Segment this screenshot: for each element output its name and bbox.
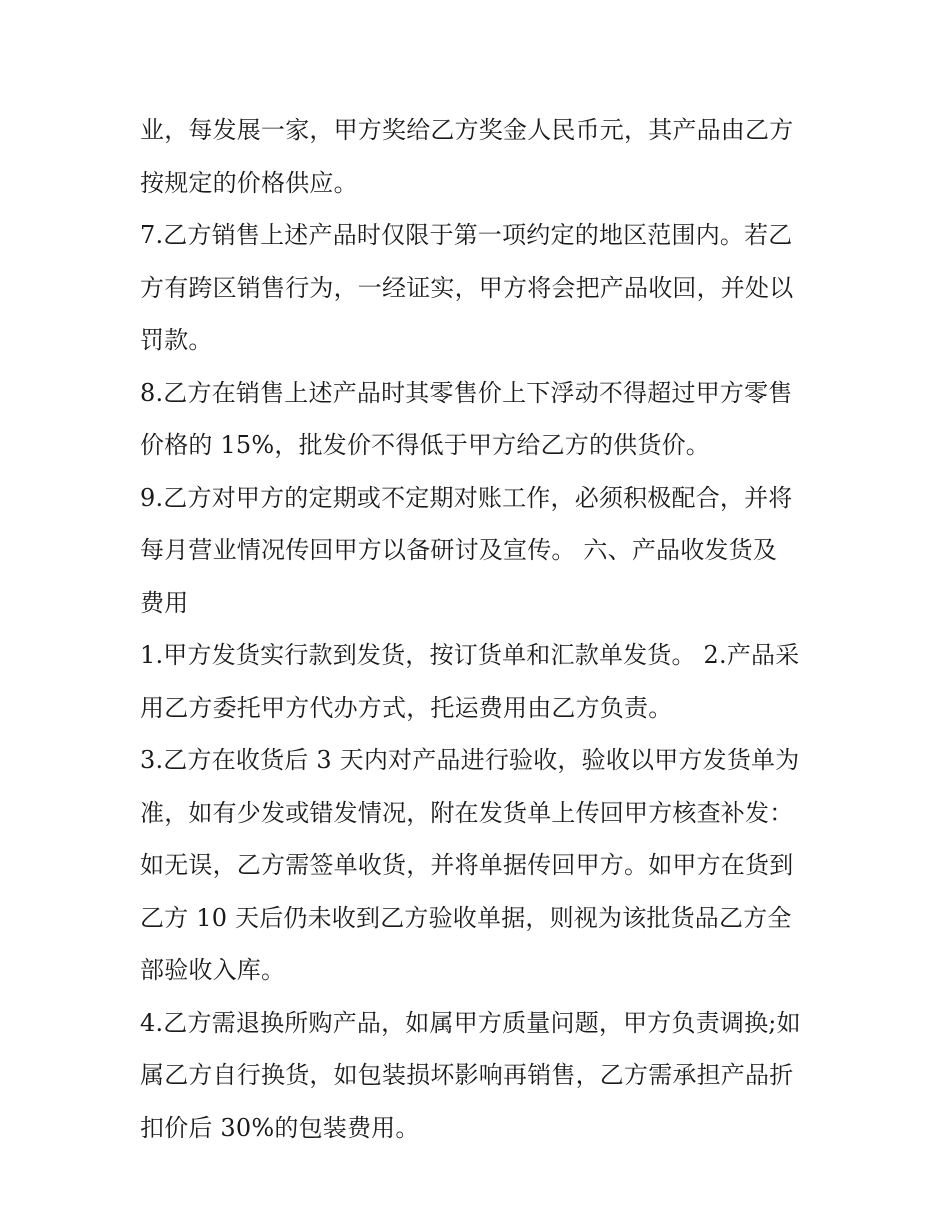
text-line: 如无误，乙方需签单收货，并将单据传回甲方。如甲方在货到 bbox=[140, 851, 794, 879]
document-body bbox=[140, 104, 820, 1154]
text-line: 3.乙方在收货后 3 天内对产品进行验收，验收以甲方发货单为 bbox=[140, 746, 800, 774]
text-line: 罚款。 bbox=[140, 326, 213, 354]
text-line: 4.乙方需退换所购产品，如属甲方质量问题，甲方负责调换;如 bbox=[140, 1008, 801, 1037]
text-line: 按规定的价格供应。 bbox=[140, 168, 358, 197]
text-line: 部验收入库。 bbox=[140, 956, 286, 984]
text-line: 7.乙方销售上述产品时仅限于第一项约定的地区范围内。若乙 bbox=[140, 221, 793, 249]
text-line: 扣价后 30%的包装费用。 bbox=[140, 1113, 420, 1142]
text-line: 属乙方自行换货，如包装损坏影响再销售，乙方需承担产品折 bbox=[140, 1061, 794, 1089]
text-line: 8.乙方在销售上述产品时其零售价上下浮动不得超过甲方零售 bbox=[140, 378, 793, 407]
text-line: 价格的 15%，批发价不得低于甲方给乙方的供货价。 bbox=[140, 431, 710, 459]
text-line: 业，每发展一家，甲方奖给乙方奖金人民币元，其产品由乙方 bbox=[140, 116, 794, 144]
text-line: 乙方 10 天后仍未收到乙方验收单据，则视为该批货品乙方全 bbox=[140, 903, 792, 932]
text-line: 用乙方委托甲方代办方式，托运费用由乙方负责。 bbox=[140, 693, 673, 722]
text-line: 准，如有少发或错发情况，附在发货单上传回甲方核查补发： bbox=[140, 798, 794, 827]
text-line: 方有跨区销售行为，一经证实，甲方将会把产品收回，并处以 bbox=[140, 273, 794, 302]
text-line: 费用 bbox=[140, 588, 189, 617]
text-line: 每月营业情况传回甲方以备研讨及宣传。 六、产品收发货及 bbox=[140, 536, 778, 564]
text-line: 1.甲方发货实行款到发货，按订货单和汇款单发货。 2.产品采 bbox=[140, 641, 800, 669]
text-line: 9.乙方对甲方的定期或不定期对账工作，必须积极配合，并将 bbox=[140, 483, 793, 512]
